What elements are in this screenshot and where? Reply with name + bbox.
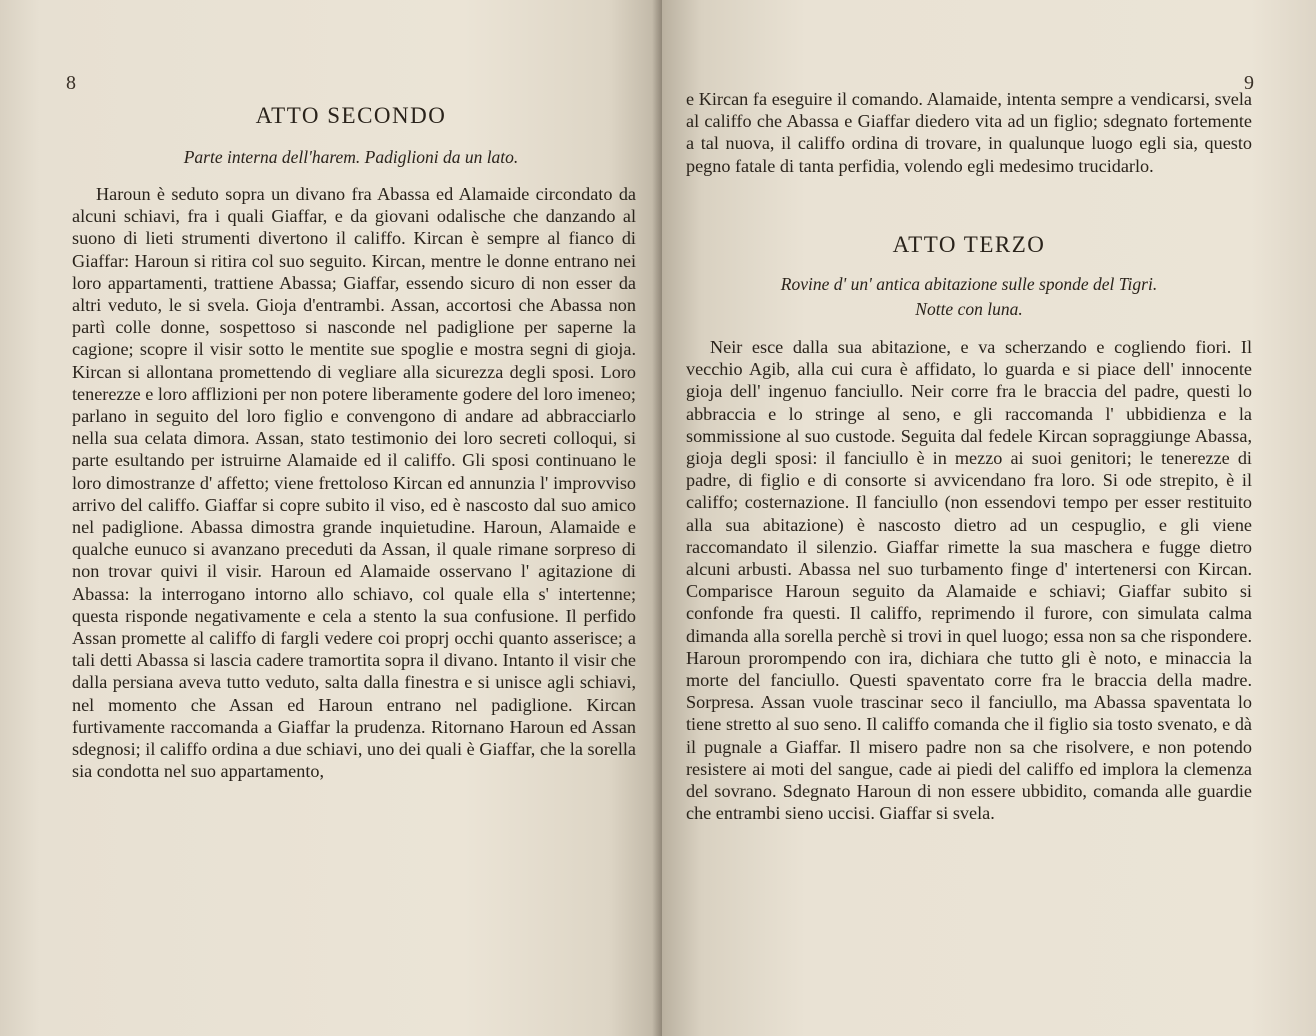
right-page <box>662 0 1316 1036</box>
scene-description-right-line1: Rovine d' un' antica abitazione sulle sponde del Tigri. <box>780 274 1158 294</box>
body-text-right: Neir esce dalla sua abitazione, e va scherzando e cogliendo fiori. Il vecchio Agib, alla cui cura è affidato, lo guarda e si piace dell' innocente gioja dell' ingenuo fanciullo. Neir corre fra le braccia del padre, questi lo abbraccia e lo stringe al seno, e gli raccomanda l' ubbidienza e la sommissione al suo custode. Seguita dal fedele Kircan sopraggiunge Abassa, gioja degli sposi: il fanciullo è in mezzo ai suoi genitori; le tenerezze di padre, di figlio e di consorte si avvicendano fra loro. Si ode strepito, è il califfo; costernazione. Il fanciullo (non essendovi tempo per esser restituito alla sua abitazione) è nascosto dietro ad un cespuglio, e gli viene raccomandato il silenzio. Giaffar rimette la sua maschera e fugge dietro alcuni arbusti. Abassa nel suo turbamento finge d' intertenersi con Kircan. Comparisce Haroun seguito da Alamaide e schiavi; Giaffar subito si confonde fra questi. Il califfo, reprimendo il furore, con simulata calma dimanda alla sorella perchè si trovi in quel luogo; essa non sa che rispondere. Haroun prorompendo con ira, dichiara che tutto gli è noto, e minaccia la morte del fanciullo. Questi spaventato corre fra le braccia della madre. Sorpresa. Assan vuole trascinar seco il fanciullo, ma Abassa spaventata lo tiene stretto al suo seno. Il califfo comanda che il figlio sia tosto svenato, e dà il pugnale a Giaffar. Il misero padre non sa che risolvere, e non potendo resistere ai moti del sangue, cade ai piedi del califfo ed implora la clemenza del sovrano. Sdegnato Haroun di non essere ubbidito, comanda alle guardie che entrambi sieno uccisi. Giaffar si svela. <box>686 337 1252 824</box>
scene-description-right-line2: Notte con luna. <box>915 299 1023 319</box>
act-heading-left: ATTO SECONDO <box>255 103 447 128</box>
continued-text-right: e Kircan fa eseguire il comando. Alamaide, intenta sempre a vendicarsi, svela al califfo che Abassa e Giaffar diedero vita ad un figlio; sdegnato fortemente a tal nuova, il califfo ordina di trovare, in qualunque luogo egli sia, questo pegno fatale di tanta perfidia, volendo egli medesimo trucidarlo. <box>686 89 1252 176</box>
body-text-left: Haroun è seduto sopra un divano fra Abassa ed Alamaide circondato da alcuni schiavi, fra i quali Giaffar, e da giovani odalische che danzando al suono di lieti strumenti divertono il califfo. Kircan è sempre al fianco di Giaffar: Haroun si ritira col suo seguito. Kircan, mentre le donne entrano nei loro appartamenti, trattiene Abassa; Giaffar, essendo sicuro di non esser da altri veduto, le si svela. Gioja d'entrambi. Assan, accortosi che Abassa non partì colle donne, sospettoso si nasconde nel padiglione per saperne la cagione; scopre il visir sotto le mentite sue spoglie e mostra segni di gioja. Kircan si allontana promettendo di vegliare alla sicurezza degli sposi. Loro tenerezze e loro afflizioni per non potere liberamente godere del loro imeneo; parlano in seguito del loro figlio e convengono di andare ad abbracciarlo nella sua celata dimora. Assan, stato testimonio dei loro secreti colloqui, si parte esultando per istruirne Alamaide ed il califfo. Gli sposi continuano le loro dimostranze d' affetto; viene frettoloso Kircan ed annunzia l' improvviso arrivo del califfo. Giaffar si copre subito il viso, ed è nascosto dal suo amico nel padiglione. Abassa dimostra grande inquietudine. Haroun, Alamaide e qualche eunuco si avanzano preceduti da Assan, il quale rimane sorpreso di non trovar quivi il visir. Haroun ed Alamaide osservano l' agitazione di Abassa: la interrogano intorno allo schiavo, col quale ella s' intertenne; questa risponde negativamente e cela a stento la sua confusione. Il perfido Assan promette al califfo di fargli vedere coi proprj occhi quanto asserisce; a tali detti Abassa si lascia cadere tramortita sopra il divano. Intanto il visir che dalla persiana aveva tutto veduto, salta dalla finestra e si unisce agli schiavi, nel momento che Assan ed Haroun entrano nel padiglione. Kircan furtivamente raccomanda a Giaffar la prudenza. Ritornano Haroun ed Assan sdegnosi; il califfo ordina a due schiavi, uno dei quali è Giaffar, che la sorella sia condotta nel suo appartamento, <box>72 184 636 782</box>
page-number-right: 9 <box>1244 72 1254 94</box>
scene-description-left: Parte interna dell'harem. Padiglioni da un lato. <box>183 147 519 167</box>
page-number-left: 8 <box>66 72 76 94</box>
act-heading-right: ATTO TERZO <box>892 232 1046 257</box>
